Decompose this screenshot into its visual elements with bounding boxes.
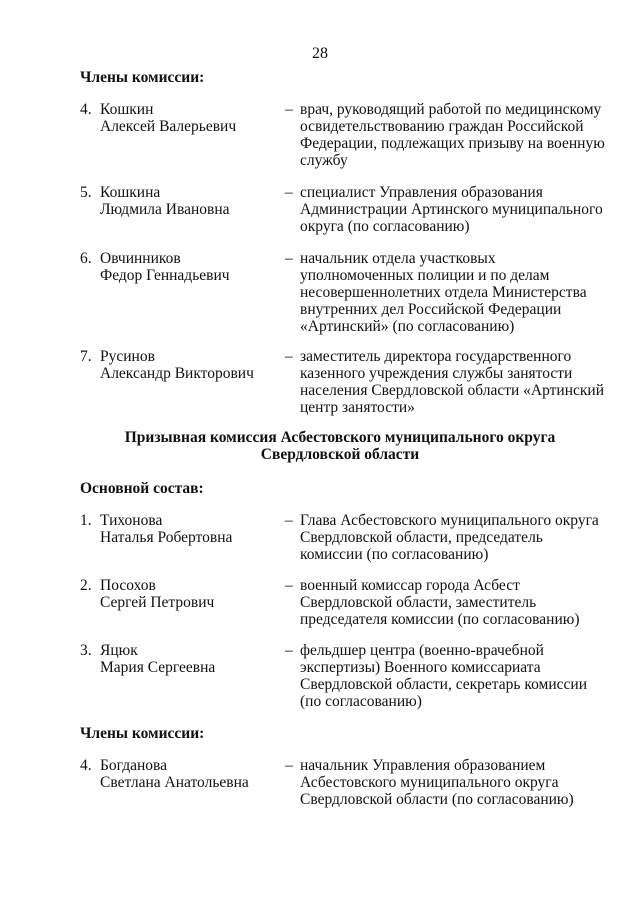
member-name (100, 757, 249, 791)
entry-number: 5. (80, 184, 92, 201)
dash: – (285, 184, 293, 201)
role-line: освидетельствованию граждан Российской (300, 118, 584, 135)
role-line: специалист Управления образования (300, 184, 543, 201)
member-name (100, 101, 236, 135)
section-heading-members: Члены комиссии: (80, 725, 205, 742)
member-role (300, 101, 605, 169)
entry-number: 6. (80, 250, 92, 267)
role-line: казенного учреждения службы занятости (300, 365, 573, 382)
member-role (300, 642, 600, 710)
role-line: Глава Асбестовского муниципального округа (300, 512, 599, 529)
dash: – (285, 101, 293, 118)
role-line: Свердловской области, заместитель (300, 594, 537, 611)
member-role (300, 184, 603, 235)
commission-title-line: Свердловской области (260, 446, 420, 463)
given-names: Светлана Анатольевна (100, 774, 249, 791)
role-line: начальник отдела участковых (300, 250, 496, 267)
role-line: комиссии (по согласованию) (300, 546, 489, 563)
dash: – (285, 642, 293, 659)
role-line: Свердловской области, председатель (300, 529, 543, 546)
role-line: (по согласованию) (300, 693, 422, 710)
given-names: Наталья Робертовна (100, 529, 233, 546)
dash: – (285, 757, 293, 774)
role-line: председателя комиссии (по согласованию) (300, 611, 580, 628)
page-number: 28 (312, 45, 328, 62)
member-role (300, 512, 600, 563)
role-line: несовершеннолетних отдела Министерства (300, 284, 587, 301)
surname: Богданова (100, 757, 168, 774)
role-line: Администрации Артинского муниципального (300, 201, 603, 218)
role-line: фельдшер центра (военно-врачебной (300, 642, 544, 659)
member-name (100, 250, 230, 284)
member-role (300, 577, 600, 628)
surname: Кошкин (100, 101, 154, 118)
role-line: Свердловской области (по согласованию) (300, 791, 574, 808)
role-line: центр занятости» (300, 399, 415, 416)
commission-title-line: Призывная комиссия Асбестовского муниципального округа (124, 429, 556, 446)
entry-number: 4. (80, 757, 92, 774)
given-names: Сергей Петрович (100, 594, 215, 611)
entry-number: 3. (80, 642, 92, 659)
section-heading-main: Основной состав: (80, 480, 204, 497)
surname: Кошкина (100, 184, 161, 201)
commission-title (60, 429, 620, 463)
surname: Яцюк (100, 642, 138, 659)
entry-number: 4. (80, 101, 92, 118)
member-role (300, 250, 600, 335)
entry-number: 7. (80, 348, 92, 365)
dash: – (285, 250, 293, 267)
surname: Русинов (100, 348, 155, 365)
entry-number: 2. (80, 577, 92, 594)
role-line: Асбестовского муниципального округа (300, 774, 559, 791)
role-line: округа (по согласованию) (300, 218, 470, 235)
role-line: начальник Управления образованием (300, 757, 546, 774)
dash: – (285, 512, 293, 529)
member-role (300, 757, 600, 808)
member-name (100, 577, 214, 611)
role-line: уполномоченных полиции и по делам (300, 267, 550, 284)
entry-number: 1. (80, 512, 92, 529)
member-name (100, 348, 254, 382)
role-line: службу (300, 152, 348, 169)
role-line: экспертизы) Военного комиссариата (300, 659, 541, 676)
role-line: «Артинский» (по согласованию) (300, 318, 515, 335)
role-line: военный комиссар города Асбест (300, 577, 520, 594)
member-name (100, 184, 230, 218)
section-heading-members: Члены комиссии: (80, 69, 205, 86)
dash: – (285, 577, 293, 594)
given-names: Людмила Ивановна (100, 201, 230, 218)
role-line: внутренних дел Российской Федерации (300, 301, 562, 318)
role-line: Федерации, подлежащих призыву на военную (300, 135, 605, 152)
given-names: Мария Сергеевна (100, 659, 216, 676)
role-line: заместитель директора государственного (300, 348, 572, 365)
member-role (300, 348, 605, 416)
member-name (100, 642, 215, 676)
given-names: Алексей Валерьевич (100, 118, 237, 135)
role-line: Свердловской области, секретарь комиссии (300, 676, 587, 693)
given-names: Федор Геннадьевич (100, 267, 230, 284)
surname: Тихонова (100, 512, 163, 529)
given-names: Александр Викторович (100, 365, 254, 382)
role-line: населения Свердловской области «Артинский (300, 382, 605, 399)
role-line: врач, руководящий работой по медицинскому (300, 101, 602, 118)
surname: Овчинников (100, 250, 181, 267)
member-name (100, 512, 232, 546)
dash: – (285, 348, 293, 365)
surname: Посохов (100, 577, 156, 594)
